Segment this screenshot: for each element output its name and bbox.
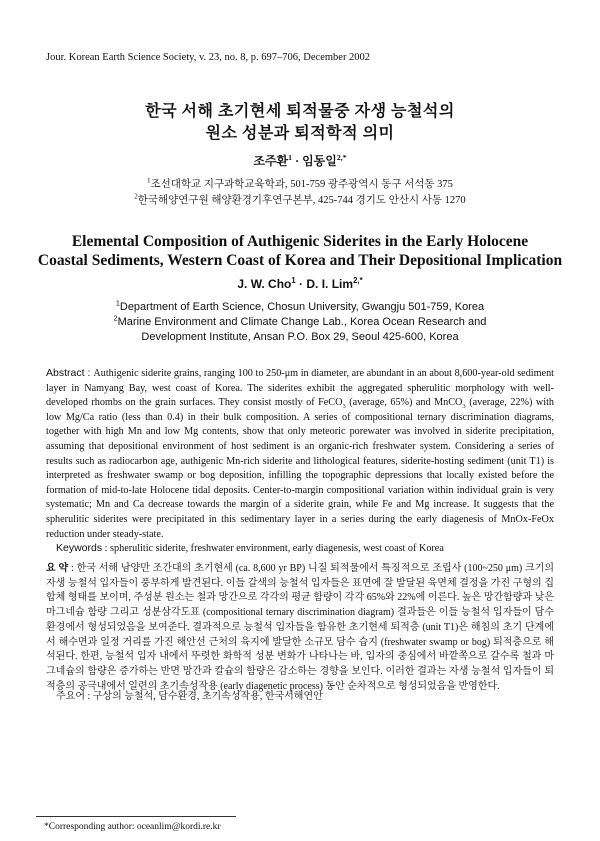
abstract-colon: : — [84, 367, 94, 379]
korean-affiliation-1 — [40, 176, 560, 191]
korean-author-1: 조주환 — [253, 154, 289, 168]
korean-abstract-colon: : — [68, 563, 77, 574]
keywords — [56, 542, 554, 554]
korean-author-1-mark: 1 — [288, 153, 293, 162]
korean-affiliation-1-mark: 1 — [147, 177, 151, 185]
abstract-text-part1: Authigenic siderite grains, ranging 100 to 250-μm in diameter, are abundant in an about 8,600-year-old sediment layer in Namyang Bay, west coast of Korea. The siderites exhibit the aggregated spherulitic morphology with well-developed rhombs on the grain surfaces. They consist mostly of FeCO — [46, 368, 554, 409]
korean-abstract — [46, 562, 554, 694]
footnote-divider — [36, 816, 236, 817]
korean-abstract-label: 요 약 — [46, 563, 69, 574]
english-author-2: D. I. Lim — [306, 277, 354, 291]
journal-citation: Jour. Korean Earth Science Society, v. 23, no. 8, p. 697–706, December 2002 — [46, 52, 371, 63]
abstract-subscript-1: 3 — [342, 403, 346, 411]
english-author-1-mark: 1 — [291, 276, 296, 285]
korean-keywords — [56, 687, 554, 702]
english-affiliation-1 — [40, 301, 560, 313]
korean-affiliation-2-mark: 2 — [134, 193, 138, 201]
korean-author-2-mark: 2,* — [336, 153, 347, 162]
english-author-2-mark: 2,* — [353, 276, 363, 285]
keywords-text: spherulitic siderite, freshwater environment, early diagenesis, west coast of Korea — [110, 543, 444, 554]
abstract-text-part2: (average, 65%) and MnCO — [345, 397, 463, 409]
english-affiliation-1-text: Department of Earth Science, Chosun University, Gwangju 501-759, Korea — [119, 301, 485, 313]
korean-keywords-text: 구상의 능철석, 담수환경, 초기속성작용, 한국서해연안 — [92, 691, 323, 702]
keywords-label: Keywords — [56, 542, 103, 554]
english-title-line1: Elemental Composition of Authigenic Siderites in the Early Holocene — [71, 233, 529, 250]
english-authors — [40, 277, 560, 291]
korean-keywords-label: 주요어 — [56, 691, 85, 702]
english-affiliation-2-line1 — [40, 316, 560, 328]
korean-title-line2: 원소 성분과 퇴적학적 의미 — [205, 125, 395, 142]
korean-author-separator: · — [292, 154, 303, 168]
english-affiliation-2-text-line1: Marine Environment and Climate Change Lab., Korea Ocean Research and — [117, 316, 487, 328]
korean-keywords-colon: : — [84, 691, 93, 702]
english-affiliation-2-line2: Development Institute, Ansan P.O. Box 29, Seoul 425-600, Korea — [141, 331, 459, 343]
english-author-1: J. W. Cho — [237, 277, 292, 291]
korean-affiliation-1-text: 조선대학교 지구과학교육학과, 501-759 광주광역시 동구 서석동 375 — [150, 179, 453, 190]
corresponding-author-footnote: *Corresponding author: oceanlim@kordi.re.kr — [44, 822, 221, 832]
korean-affiliation-2 — [40, 192, 560, 207]
english-affiliation-2-mark: 2 — [113, 314, 118, 323]
korean-affiliation-2-text: 한국해양연구원 해양환경기후연구본부, 425-744 경기도 안산시 사동 1270 — [137, 195, 466, 206]
english-author-separator: · — [295, 277, 307, 291]
english-affiliation-1-mark: 1 — [115, 299, 120, 308]
korean-author-2: 임동일 — [302, 154, 337, 168]
keywords-colon: : — [102, 543, 111, 554]
korean-authors — [40, 152, 560, 169]
english-title-line2: Coastal Sediments, Western Coast of Korea and Their Depositional Implication — [37, 252, 563, 269]
abstract-label: Abstract — [46, 367, 85, 379]
korean-abstract-text: 한국 서해 남양만 조간대의 초기현세 (ca. 8,600 yr BP) 니질 퇴적물에서 특징적으로 조립사 (100~250 μm) 크기의 자생 능철석 입자들이 풍부하게 발견된다. 이들 갈색의 능철석 입자들은 표면에 잘 발달된 육면체 결정을 가진 구형의 집합체 형태를 보이며, 주성분 원소는 철과 망간으로 각각의 평균 함량이 각각 65%와 22%에 이른다. 높은 망간함량과 낮은 마그네슘 함량 그리고 성분삼각도표 (compositional ternary discrimination diagram) 결과들은 이들 능철석 입자들이 담수환경에서 형성되었음을 보여준다. 결과적으로 능철석 입자들을 함유한 초기현세 퇴적층 (unit T1)은 해침의 초기 단계에서 해수면과 일정 거리를 가진 해안선 근처의 육지에 발달한 소규모 담수 습지 (freshwater swamp or bog) 퇴적층으로 해석된다. 한편, 능철석 입자 내에서 뚜렷한 화학적 성분 변화가 나타나는 바, 입자의 중심에서 바깥쪽으로 갈수록 철과 마그네슘의 함량은 증가하는 반면 망간과 칼슘의 함량은 감소하는 경향을 보인다. 이러한 결과는 자생 능철석 입자들이 퇴적층의 공극내에서 일련의 초기속성작용 (early diagenetic process) 동안 순차적으로 형성되었음을 반영한다. — [46, 563, 555, 692]
abstract-text-part3: (average, 22%) with low Mg/Ca ratio (less than 0.4) in their bulk composition. A series of compositional ternary discrimination diagrams, together with high Mn and low Mg contents, show that only meteoric porewater was involved in siderite precipitation, assuming that depositional environment of host sediment is an organic-rich freshwater system. Considering a series of results such as radiocarbon age, authigenic Mn-rich siderite and lithological features, siderite-hosting sediment (unit T1) is interpreted as freshwater swamp or bog deposition, infilling the topographic depressions that locally existed before the formation of mid-to-late Holocene tidal deposits. Center-to-margin compositional variation within individual grain is very systematic; Mn and Ca decrease towards the margin of a siderite grain, while Fe and Mg increase. It suggests that the spherulitic siderites were precipitated in this sedimentary layer in a series during the early diagenesis of MnOx-FeOx reduction under steady-state. — [46, 397, 554, 540]
korean-title-line1: 한국 서해 초기현세 퇴적물중 자생 능철석의 — [145, 103, 455, 120]
abstract-subscript-2: 3 — [462, 403, 466, 411]
abstract — [46, 366, 554, 542]
